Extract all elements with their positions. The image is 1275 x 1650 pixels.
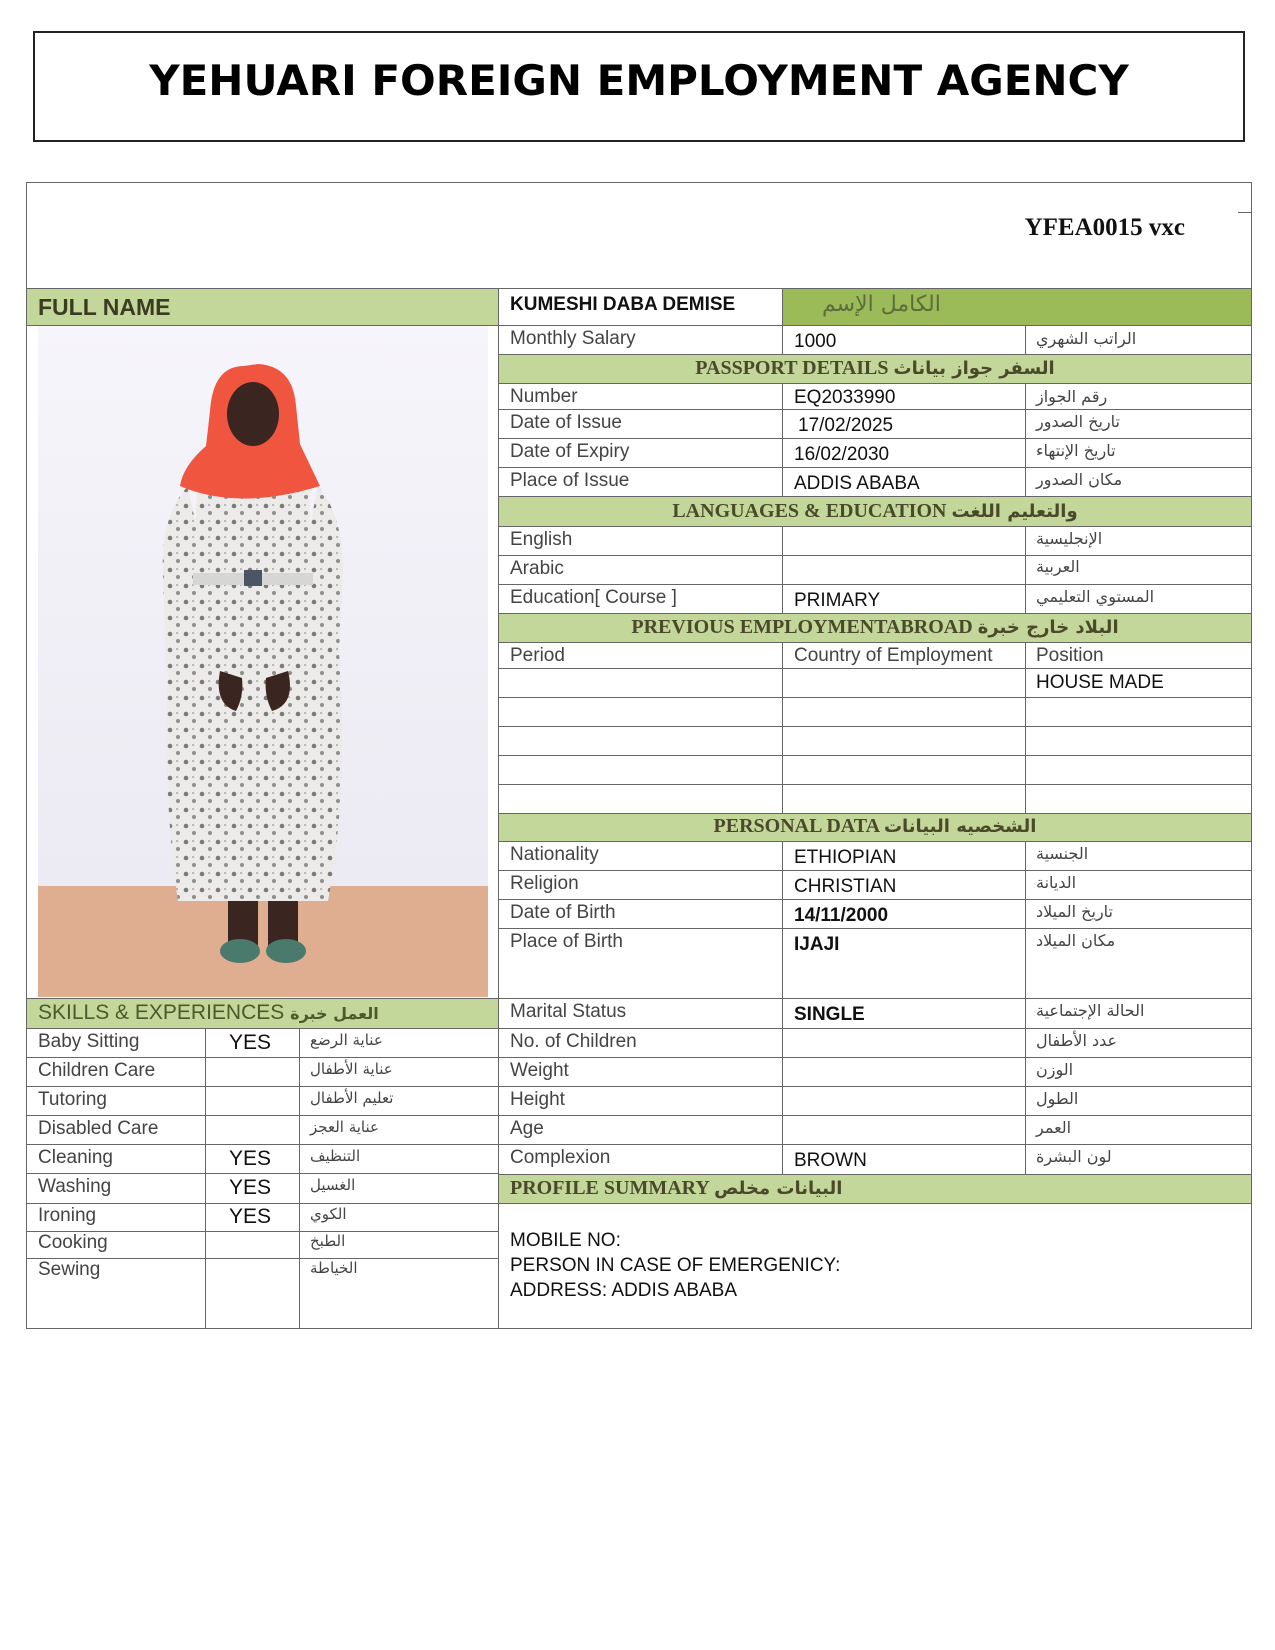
skill-cooking-label: Cooking (38, 1232, 108, 1253)
passport-place-value: ADDIS ABABA (794, 473, 920, 494)
reference-code: YFEA0015 vxc (1024, 214, 1185, 241)
salary-value: 1000 (794, 331, 837, 352)
education-value: PRIMARY (794, 590, 881, 611)
weight-label: Weight (510, 1060, 569, 1081)
skills-section-title (38, 1001, 379, 1025)
rule (499, 1203, 1251, 1204)
complexion-label: Complexion (510, 1147, 611, 1168)
nationality-label: Nationality (510, 844, 599, 865)
skill-washing-value: YES (229, 1176, 272, 1199)
skill-children-care-label: Children Care (38, 1060, 156, 1081)
rule (499, 438, 1251, 439)
height-arabic: الطول (1036, 1089, 1079, 1108)
dob-value: 14/11/2000 (794, 905, 889, 926)
weight-arabic: الوزن (1036, 1060, 1074, 1079)
skill-sewing-arabic: الخياطة (310, 1259, 358, 1277)
children-arabic: عدد الأطفال (1036, 1031, 1118, 1050)
rule (27, 1173, 498, 1174)
children-label: No. of Children (510, 1031, 637, 1052)
agency-header-box (33, 31, 1245, 142)
rule (782, 642, 783, 813)
rule (499, 1174, 1251, 1175)
rule (499, 841, 1251, 842)
employment-title: PREVIOUS EMPLOYMENTABROAD (631, 616, 973, 638)
rule (499, 726, 1251, 727)
skill-disabled-care-label: Disabled Care (38, 1118, 159, 1139)
passport-number-value: EQ2033990 (794, 387, 896, 408)
rule (499, 325, 1251, 326)
rule (499, 1144, 1251, 1145)
skill-ironing-arabic: الكوي (310, 1205, 347, 1223)
skill-tutoring-label: Tutoring (38, 1089, 107, 1110)
pob-value: IJAJI (794, 934, 840, 955)
rule (27, 1144, 498, 1145)
ref-divider (1238, 212, 1252, 213)
skill-cleaning-label: Cleaning (38, 1147, 113, 1168)
rule (27, 998, 498, 999)
marital-value: SINGLE (794, 1004, 865, 1025)
personal-title-arabic: الشخصيه البيانات (883, 816, 1037, 837)
languages-section-title (499, 500, 1251, 523)
passport-title: PASSPORT DETAILS (695, 357, 889, 379)
languages-title-arabic: والتعليم اللغت (951, 501, 1078, 522)
rule (1025, 383, 1026, 496)
passport-issue-value: 17/02/2025 (798, 415, 894, 436)
summary-address: ADDRESS: ADDIS ABABA (510, 1280, 738, 1301)
passport-number-label: Number (510, 386, 578, 407)
rule (27, 1203, 498, 1204)
rule (499, 526, 1251, 527)
nationality-arabic: الجنسية (1036, 844, 1089, 863)
agency-title: YEHUARI FOREIGN EMPLOYMENT AGENCY (149, 56, 1129, 105)
summary-mobile: MOBILE NO: (510, 1230, 621, 1251)
religion-arabic: الديانة (1036, 873, 1077, 892)
dob-label: Date of Birth (510, 902, 616, 923)
passport-issue-arabic: تاريخ الصدور (1036, 412, 1120, 431)
fullname-value: KUMESHI DABA DEMISE (510, 294, 736, 315)
skill-washing-arabic: الغسيل (310, 1176, 356, 1194)
summary-title: PROFILE SUMMARY (510, 1177, 710, 1199)
complexion-arabic: لون البشرة (1036, 1147, 1112, 1166)
rule (27, 1028, 498, 1029)
rule (782, 841, 783, 1174)
rule (782, 526, 783, 613)
rule (1025, 325, 1026, 354)
skill-ironing-label: Ironing (38, 1205, 97, 1226)
skill-tutoring-arabic: تعليم الأطفال (310, 1089, 394, 1107)
rule (499, 755, 1251, 756)
pob-arabic: مكان الميلاد (1036, 931, 1116, 950)
rule (27, 325, 498, 326)
marital-arabic: الحالة الإجتماعية (1036, 1001, 1145, 1020)
skill-cleaning-value: YES (229, 1147, 272, 1170)
rule (499, 613, 1251, 614)
passport-issue-label: Date of Issue (510, 412, 622, 433)
rule (782, 288, 783, 354)
nationality-value: ETHIOPIAN (794, 847, 897, 868)
employment-header-period: Period (510, 645, 565, 666)
rule (499, 1086, 1251, 1087)
rule (499, 496, 1251, 497)
skill-ironing-value: YES (229, 1205, 272, 1228)
summary-title-arabic: البيانات مخلص (714, 1178, 843, 1199)
religion-value: CHRISTIAN (794, 876, 897, 897)
skills-title-arabic: العمل خبرة (290, 1004, 379, 1023)
rule (499, 899, 1251, 900)
english-label: English (510, 529, 573, 550)
passport-expiry-arabic: تاريخ الإنتهاء (1036, 441, 1116, 460)
rule (499, 555, 1251, 556)
rule (499, 584, 1251, 585)
rule (498, 288, 499, 1328)
salary-label: Monthly Salary (510, 328, 636, 349)
rule (499, 1115, 1251, 1116)
skill-children-care-arabic: عناية الأطفال (310, 1060, 393, 1078)
rule (1025, 841, 1026, 1174)
religion-label: Religion (510, 873, 579, 894)
employment-title-arabic: البلاد خارج خبرة (977, 617, 1119, 638)
rule (499, 668, 1251, 669)
passport-section-title (499, 357, 1251, 380)
fullname-label-arabic: الكامل الإسم (822, 292, 941, 317)
complexion-value: BROWN (794, 1150, 867, 1171)
age-label: Age (510, 1118, 544, 1139)
rule (782, 383, 783, 496)
personal-title: PERSONAL DATA (713, 815, 879, 837)
rule (499, 354, 1251, 355)
rule (205, 1028, 206, 1328)
skill-washing-label: Washing (38, 1176, 112, 1197)
rule (1025, 642, 1026, 813)
skills-title: SKILLS & EXPERIENCES (38, 1001, 285, 1024)
applicant-photo (38, 326, 488, 997)
passport-expiry-value: 16/02/2030 (794, 444, 890, 465)
rule (1025, 526, 1026, 613)
rule (27, 1115, 498, 1116)
salary-label-arabic: الراتب الشهري (1036, 329, 1137, 348)
rule (499, 1057, 1251, 1058)
skill-baby-sitting-arabic: عناية الرضع (310, 1031, 383, 1049)
rule (27, 1057, 498, 1058)
rule (499, 467, 1251, 468)
skill-cooking-arabic: الطبخ (310, 1232, 346, 1250)
passport-place-label: Place of Issue (510, 470, 630, 491)
skill-baby-sitting-value: YES (229, 1031, 272, 1054)
dob-arabic: تاريخ الميلاد (1036, 902, 1113, 921)
rule (27, 288, 1251, 289)
marital-label: Marital Status (510, 1001, 627, 1022)
height-label: Height (510, 1089, 565, 1110)
passport-title-arabic: السفر جواز بياناث (893, 358, 1055, 379)
rule (499, 928, 1251, 929)
rule (299, 1028, 300, 1328)
rule (27, 1086, 498, 1087)
employment-section-title (499, 616, 1251, 639)
fullname-label: FULL NAME (38, 294, 171, 320)
languages-title: LANGUAGES & EDUCATION (672, 500, 947, 522)
personal-section-title (499, 815, 1251, 838)
rule (499, 642, 1251, 643)
employment-header-country: Country of Employment (794, 645, 993, 666)
education-label: Education[ Course ] (510, 587, 677, 608)
summary-emergency: PERSON IN CASE OF EMERGENICY: (510, 1255, 841, 1276)
rule (499, 784, 1251, 785)
rule (499, 870, 1251, 871)
rule (499, 383, 1251, 384)
summary-text (510, 1228, 840, 1303)
rule (499, 697, 1251, 698)
passport-place-arabic: مكان الصدور (1036, 470, 1123, 489)
education-arabic: المستوي التعليمي (1036, 587, 1155, 606)
employment-header-position: Position (1036, 645, 1104, 666)
passport-number-arabic: رقم الجواز (1036, 387, 1108, 406)
skill-sewing-label: Sewing (38, 1259, 101, 1280)
skill-baby-sitting-label: Baby Sitting (38, 1031, 140, 1052)
rule (499, 998, 1251, 999)
arabic-label: Arabic (510, 558, 564, 579)
skill-disabled-care-arabic: عناية العجز (310, 1118, 379, 1136)
rule (499, 1028, 1251, 1029)
passport-expiry-label: Date of Expiry (510, 441, 630, 462)
rule (499, 813, 1251, 814)
rule (499, 409, 1251, 410)
skill-cleaning-arabic: التنظيف (310, 1147, 361, 1165)
age-arabic: العمر (1036, 1118, 1072, 1137)
pob-label: Place of Birth (510, 931, 623, 952)
summary-section-title (510, 1177, 842, 1200)
employment-row-position: HOUSE MADE (1036, 672, 1164, 693)
arabic-arabic: العربية (1036, 557, 1080, 576)
english-arabic: الإنجليسية (1036, 529, 1103, 548)
